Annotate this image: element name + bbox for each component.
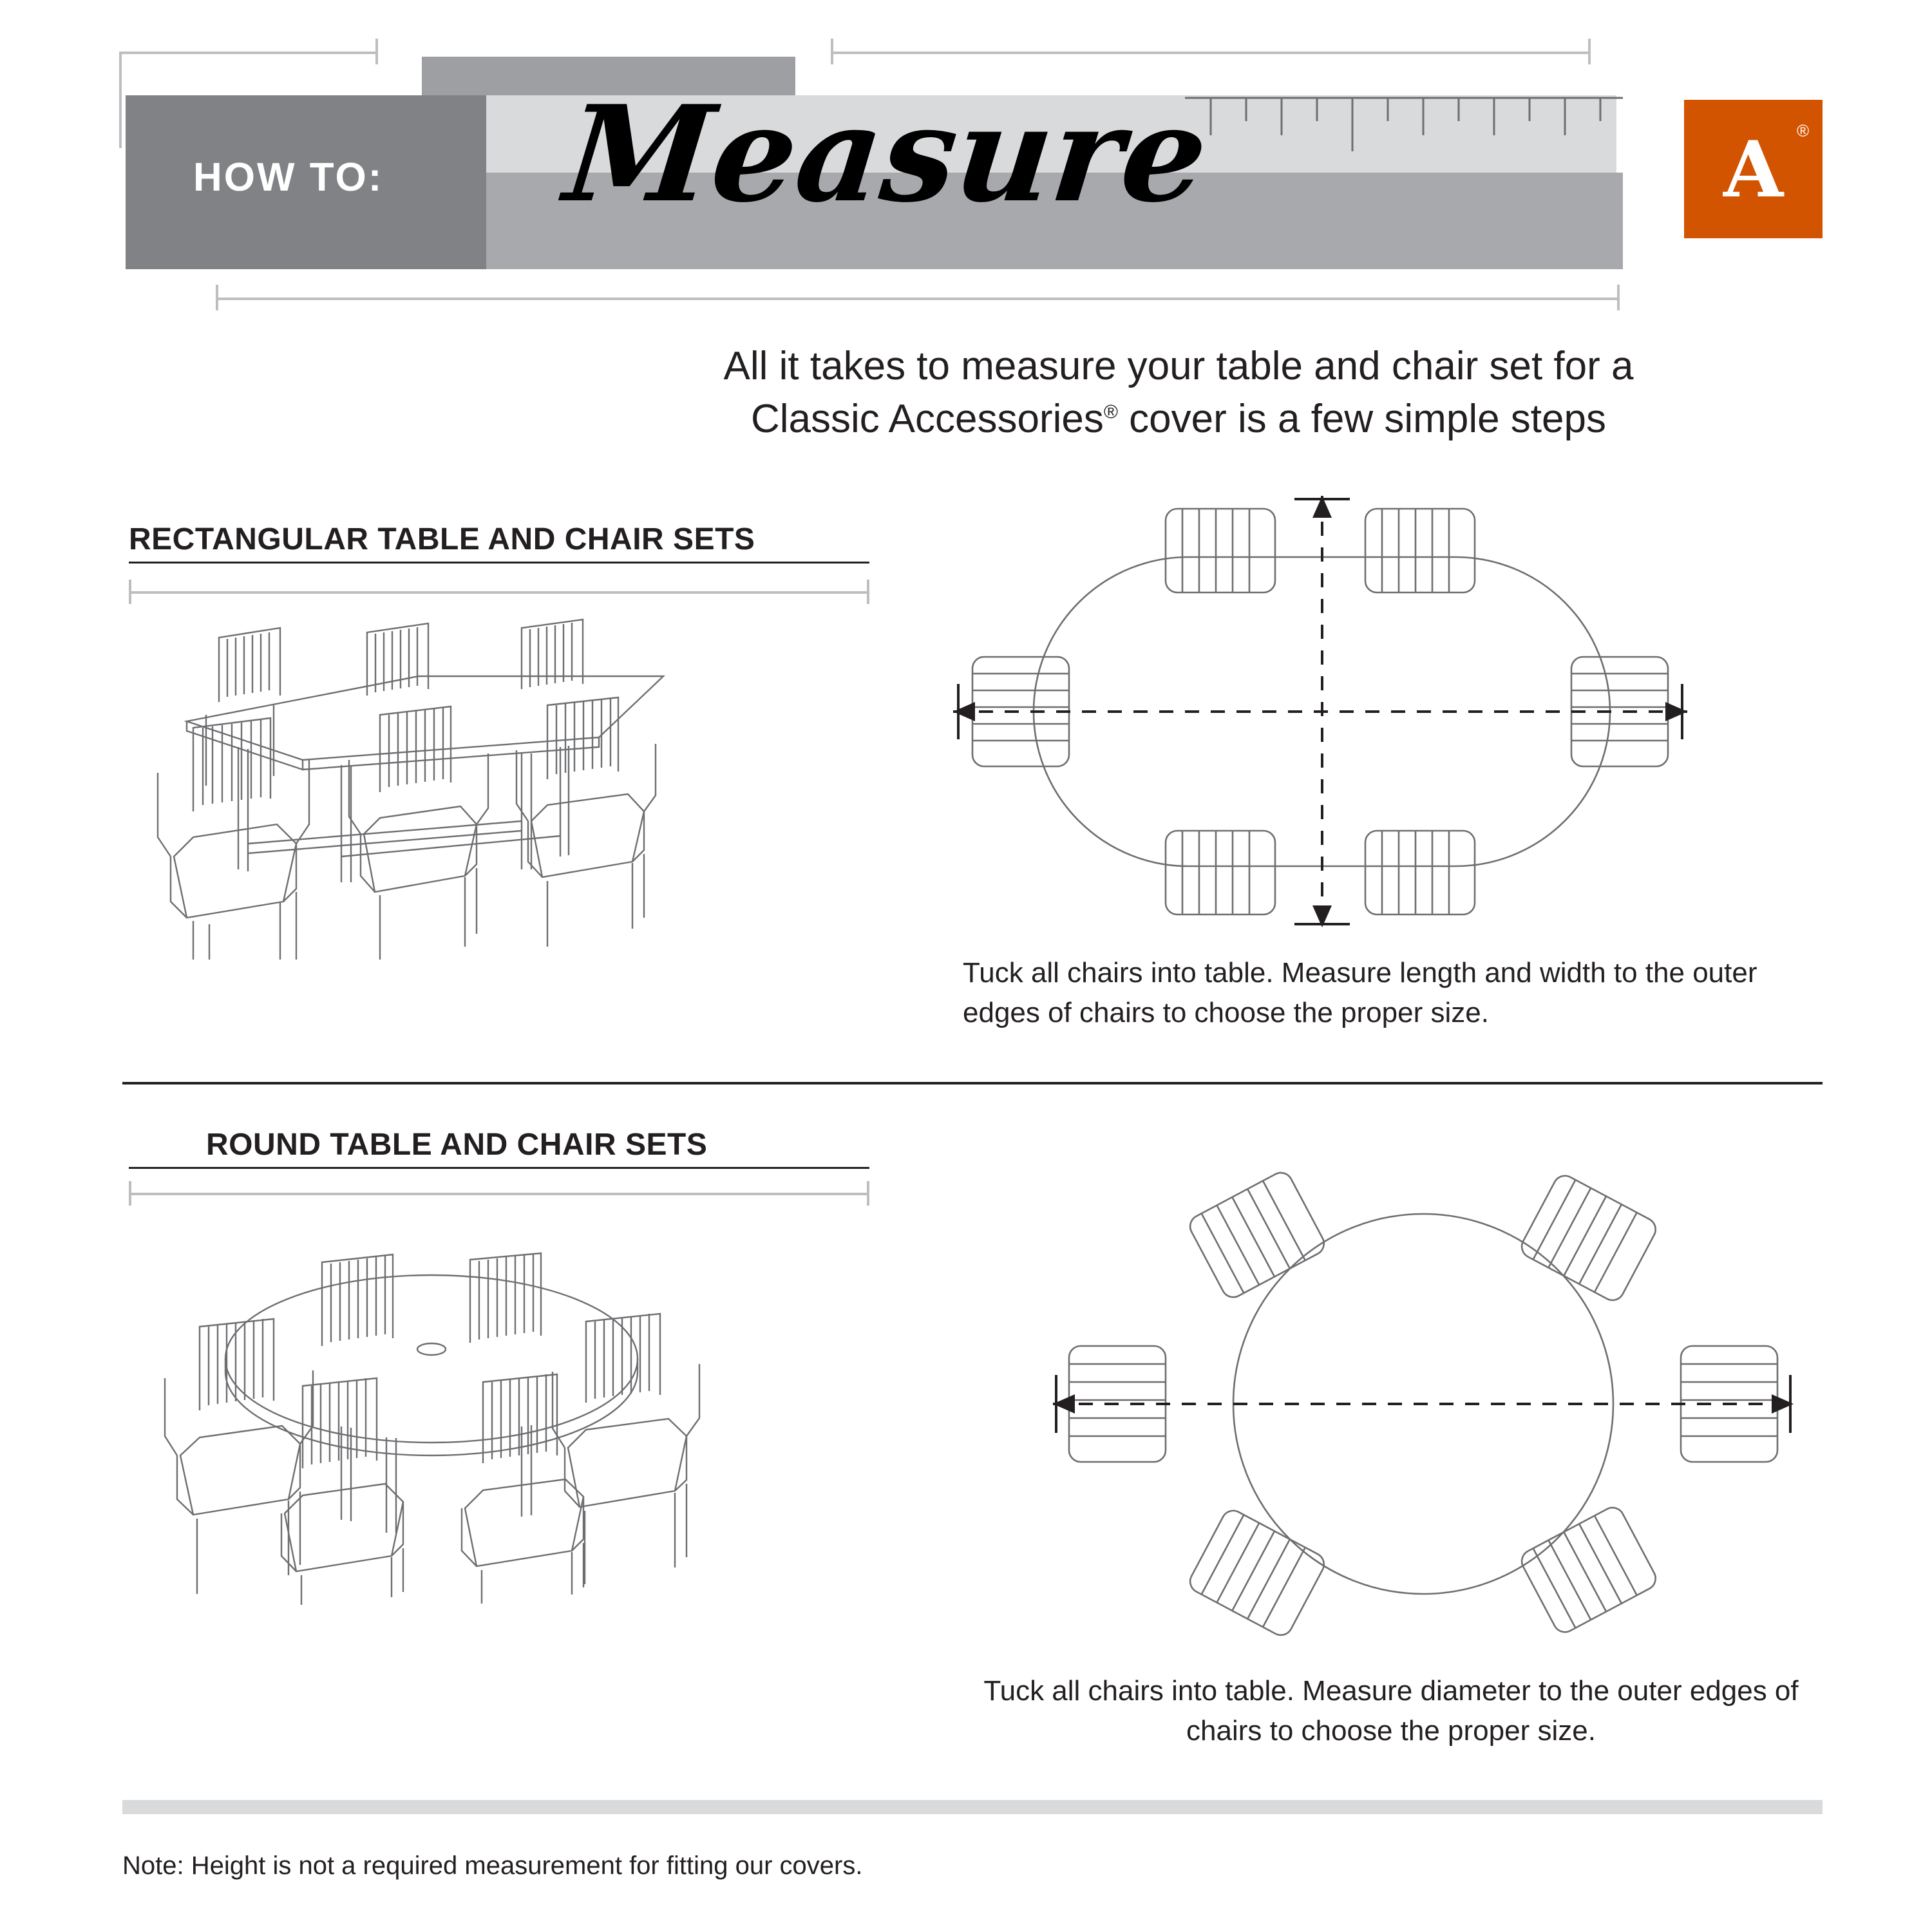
- page-header: [0, 0, 1932, 322]
- subtitle-line-2: [489, 393, 1868, 446]
- guide-line-round: [129, 1193, 869, 1195]
- rectangular-top-view-diagram: [953, 496, 1810, 927]
- page-title: Measure: [558, 77, 1215, 232]
- guide-tick-right-top-b: [1588, 39, 1591, 64]
- subtitle: [489, 340, 1868, 446]
- section-title-round: ROUND TABLE AND CHAIR SETS: [206, 1128, 708, 1162]
- brand-logo-letter: A: [1723, 124, 1784, 215]
- section-rule-round: [129, 1167, 869, 1169]
- guide-tick-left-top-end: [375, 39, 378, 64]
- brand-logo-registered: ®: [1797, 121, 1810, 140]
- ruler-icon: [1185, 97, 1623, 174]
- section-rule-rectangular: [129, 562, 869, 564]
- guide-line-rect: [129, 591, 869, 594]
- footer-bar: [122, 1800, 1823, 1814]
- guide-line-top-left: [119, 52, 377, 54]
- subtitle-line-1: All it takes to measure your table and chair set for a: [723, 344, 1634, 388]
- guide-tick-bottom-b: [1617, 285, 1620, 310]
- subtitle-line-2-after: cover is a few simple steps: [1117, 397, 1606, 442]
- registered-mark: ®: [1103, 401, 1118, 423]
- footer-note: Note: Height is not a required measurement for fitting our covers.: [122, 1852, 863, 1880]
- guide-line-bottom: [216, 298, 1620, 300]
- caption-round: Tuck all chairs into table. Measure diameter to the outer edges of chairs to choose the proper size.: [983, 1675, 1799, 1747]
- section-title-rectangular: RECTANGULAR TABLE AND CHAIR SETS: [129, 522, 755, 556]
- guide-line-top-right: [831, 52, 1591, 54]
- round-table-and-chairs-illustration: [109, 1198, 753, 1610]
- guide-tick-left-top: [119, 52, 122, 148]
- guide-tick-round-b: [867, 1181, 869, 1206]
- guide-tick-bottom-a: [216, 285, 218, 310]
- caption-rectangular: Tuck all chairs into table. Measure length and width to the outer edges of chairs to choose the proper size.: [963, 957, 1757, 1028]
- guide-tick-rect-b: [867, 580, 869, 604]
- rectangular-table-and-chairs-illustration: [109, 599, 753, 960]
- guide-tick-right-top-a: [831, 39, 833, 64]
- subtitle-line-2-before: Classic Accessories: [751, 397, 1104, 442]
- how-to-label: HOW TO:: [193, 155, 384, 200]
- round-top-view-diagram: [1043, 1153, 1803, 1655]
- section-divider: [122, 1082, 1823, 1084]
